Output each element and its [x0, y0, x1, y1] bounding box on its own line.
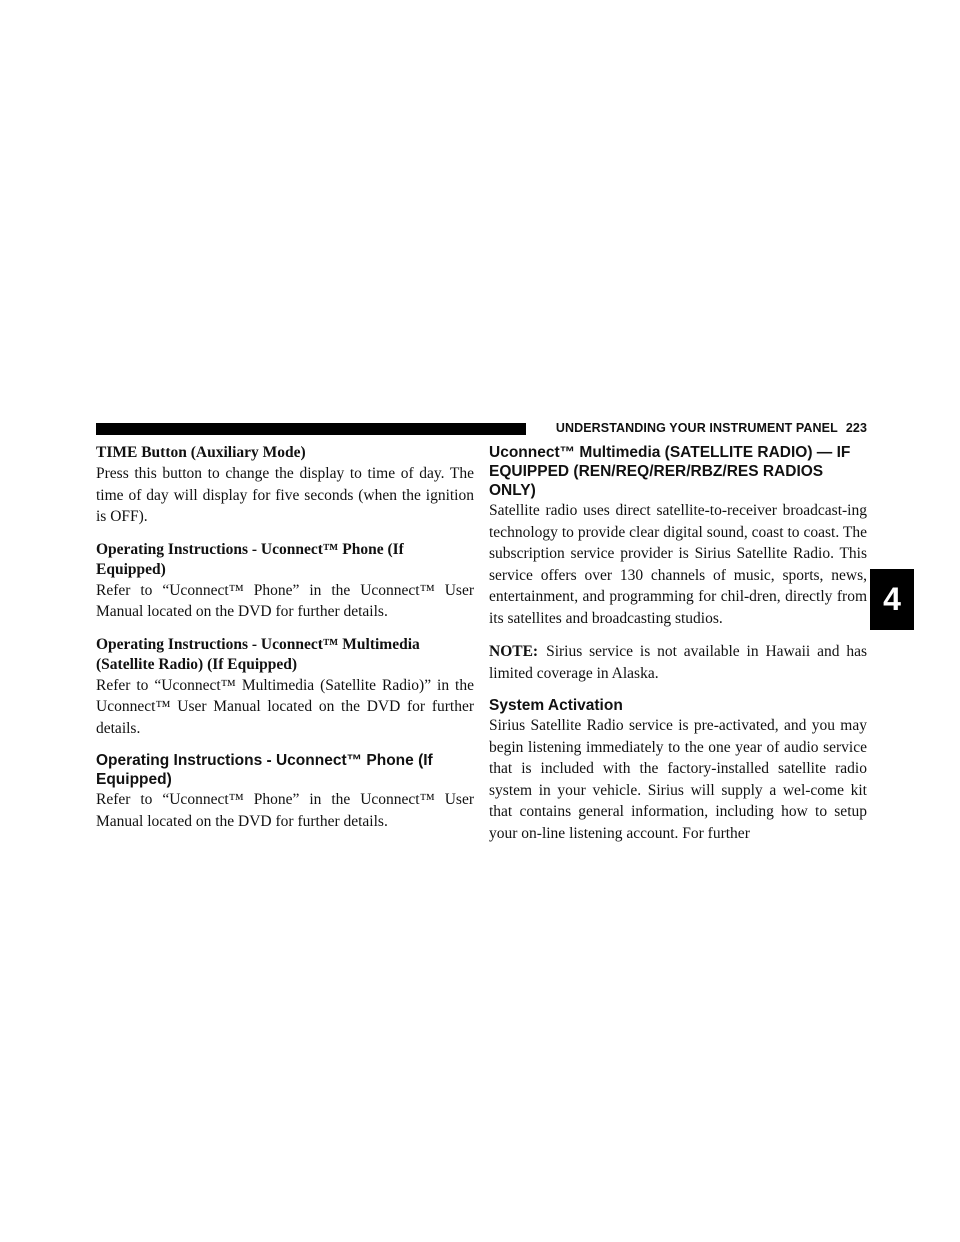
header-rule [96, 423, 526, 435]
page-header [534, 418, 867, 438]
phone-instructions-body-2: Refer to “Uconnect™ Phone” in the Uconnect™ User Manual located on the DVD for further details. [96, 791, 474, 830]
phone-instructions-heading: Operating Instructions - Uconnect™ Phone (If Equipped) [96, 540, 404, 578]
satellite-radio-intro: Satellite radio uses direct satellite-to-receiver broadcast-ing technology to provide clear digital sound, coast to coast. The subscription service provider is Sirius Satellite Radio. This service offers over 130 channels of music, sports, news, entertainment, and programming for chil-dren, directly from its satellites and broadcasting studios. [489, 502, 867, 627]
page-number: 223 [845, 421, 867, 435]
system-activation-heading: System Activation [489, 697, 623, 714]
left-column [96, 443, 474, 832]
right-column [489, 443, 867, 844]
note-text: Sirius service is not available in Hawaii and has limited coverage in Alaska. [489, 643, 867, 682]
note-paragraph [489, 641, 867, 684]
multimedia-instructions-body: Refer to “Uconnect™ Multimedia (Satellite Radio)” in the Uconnect™ User Manual located on the DVD for further details. [96, 676, 474, 737]
time-button-heading: TIME Button (Auxiliary Mode) [96, 444, 306, 461]
phone-instructions-heading-2: Operating Instructions - Uconnect™ Phone (If Equipped) [96, 752, 433, 788]
system-activation-body: Sirius Satellite Radio service is pre-activated, and you may begin listening immediately to the one year of audio service that is included with the factory-installed satellite radio system in your vehicle. Sirius will supply a wel-come kit that contains general information, including how to setup your on-line listening account. For further [489, 717, 867, 842]
note-label: NOTE: [489, 643, 539, 660]
phone-instructions-body: Refer to “Uconnect™ Phone” in the Uconnect™ User Manual located on the DVD for further details. [96, 581, 474, 620]
multimedia-instructions-heading: Operating Instructions - Uconnect™ Multimedia (Satellite Radio) (If Equipped) [96, 635, 420, 673]
time-button-body: Press this button to change the display to time of day. The time of day will display for five seconds (when the ignition is OFF). [96, 465, 474, 525]
satellite-radio-heading: Uconnect™ Multimedia (SATELLITE RADIO) — IF EQUIPPED (REN/REQ/RER/RBZ/RES RADIOS ONLY) [489, 444, 851, 499]
chapter-tab: 4 [870, 569, 914, 630]
section-title: UNDERSTANDING YOUR INSTRUMENT PANEL [555, 421, 838, 435]
